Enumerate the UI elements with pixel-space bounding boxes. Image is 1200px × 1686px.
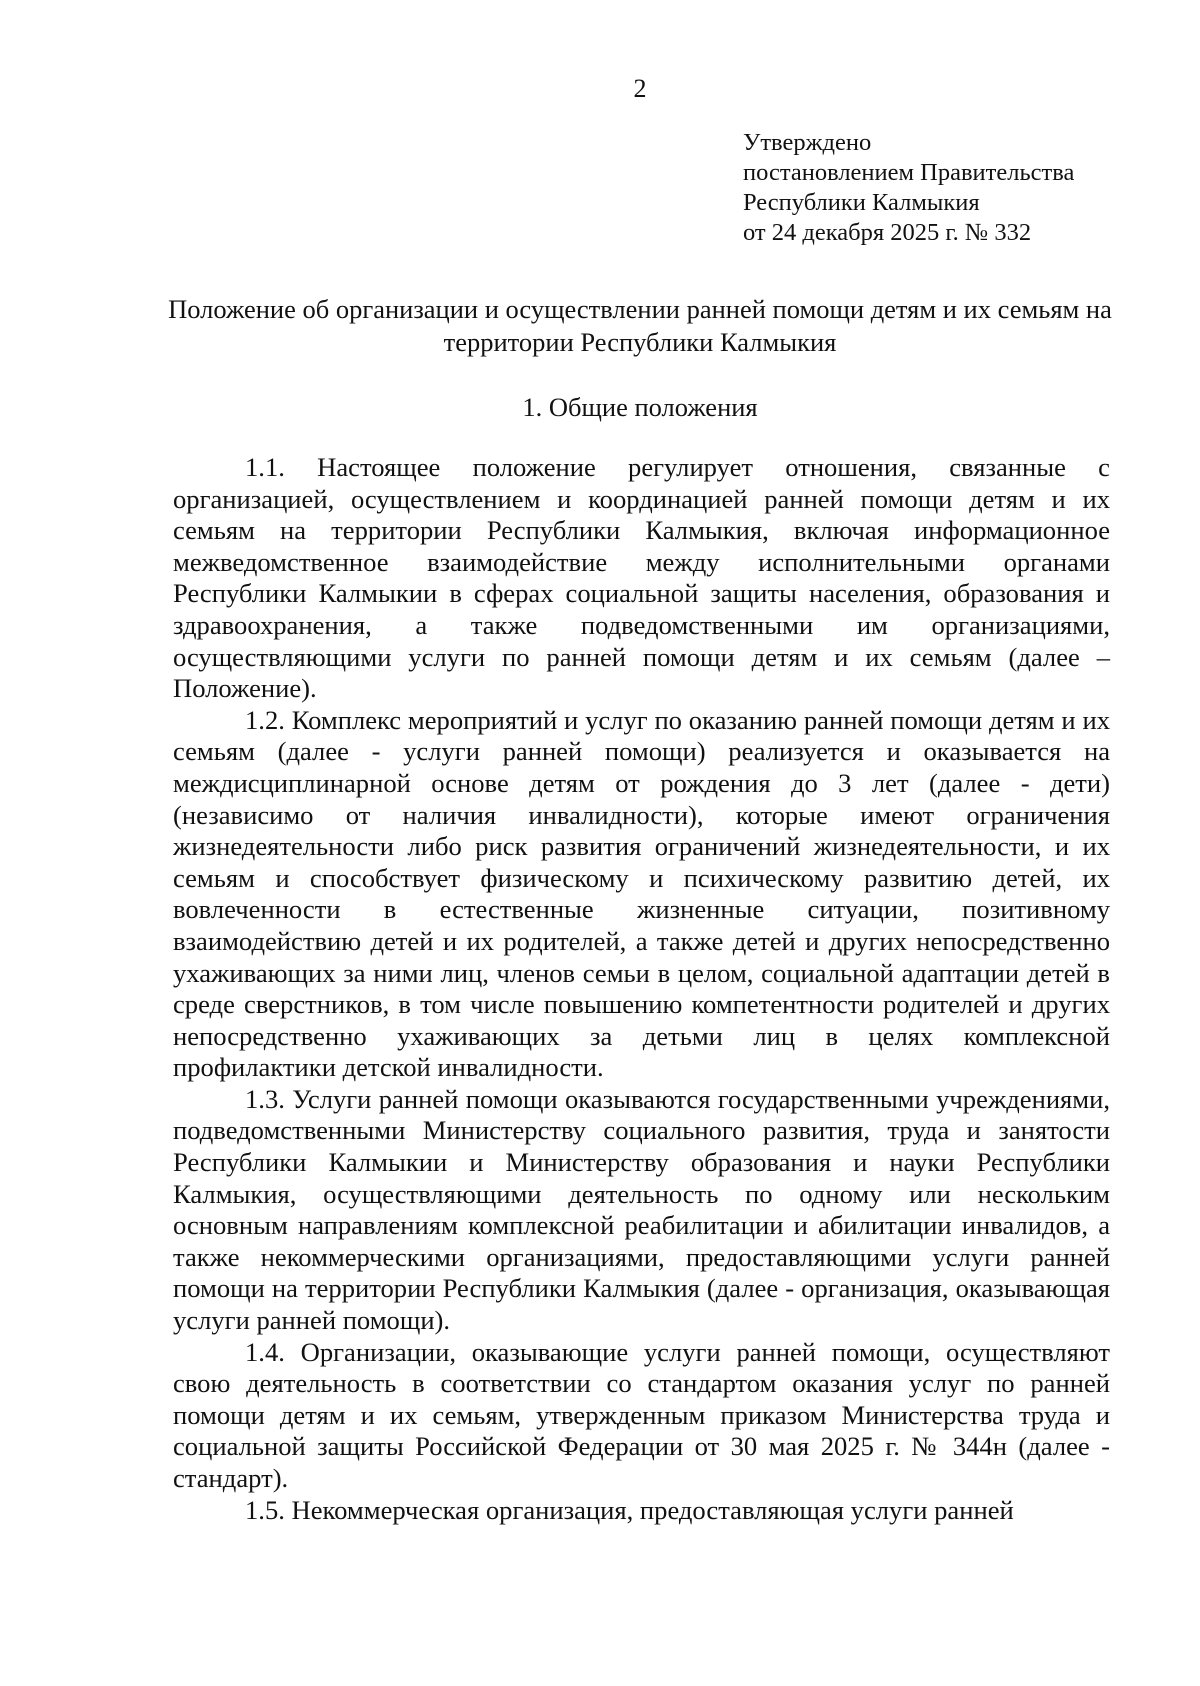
approval-line: Республики Калмыкия [743,189,980,216]
paragraph-1-5: 1.5. Некоммерческая организация, предоставляющая услуги ранней [245,1494,1014,1525]
approval-stamp [743,128,1074,248]
approval-line: Утверждено [743,129,872,156]
paragraph-1-2: 1.2. Комплекс мероприятий и услуг по оказанию ранней помощи детям и их семьям (далее - услуги ранней помощи) реализуется и оказывается на междисциплинарной основе детям от рождения до 3 лет (далее - дети) (независимо от наличия инвалидности), которые имеют ограничения жизнедеятельности либо риск развития ограничений жизнедеятельности, и их семьям и способствует физическому и психическому развитию детей, их вовлеченности в естественные жизненные ситуации, позитивному взаимодействию детей и их родителей, а также детей и других непосредственно ухаживающих за ними лиц, членов семьи в целом, социальной адаптации детей в среде сверстников, в том числе повышению компетентности родителей и других непосредственно ухаживающих за детьми лиц в целях комплексной профилактики детской инвалидности. [173,704,1110,1083]
page-number: 2 [633,74,647,103]
paragraph-1-4: 1.4. Организации, оказывающие услуги ранней помощи, осуществляют свою деятельность в соответствии со стандартом оказания услуг по ранней помощи детям и их семьям, утвержденным приказом Министерства труда и социальной защиты Российской Федерации от 30 мая 2025 г. № 344н (далее - стандарт). [173,1336,1110,1493]
section-heading: 1. Общие положения [522,392,758,422]
approval-line: постановлением Правительства [743,159,1075,186]
paragraph-1-3: 1.3. Услуги ранней помощи оказываются государственными учреждениями, подведомственными Министерству социального развития, труда и занятости Республики Калмыкии и Министерству образования и науки Республики Калмыкия, осуществляющими деятельность по одному или нескольким основным направлениям комплексной реабилитации и абилитации инвалидов, а также некоммерческими организациями, предоставляющими услуги ранней помощи на территории Республики Калмыкия (далее - организация, оказывающая услуги ранней помощи). [173,1083,1110,1336]
document-body [173,452,1110,1526]
approval-line: от 24 декабря 2025 г. № 332 [743,219,1032,246]
document-title: Положение об организации и осуществлении ранней помощи детям и их семьям на территории Республики Калмыкия [168,294,1112,357]
paragraph-1-1: 1.1. Настоящее положение регулирует отношения, связанные с организацией, осуществлением и координацией ранней помощи детям и их семьям на территории Республики Калмыкия, включая информационное межведомственное взаимодействие между исполнительными органами Республики Калмыкии в сферах социальной защиты населения, образования и здравоохранения, а также подведомственными им организациями, осуществляющими услуги по ранней помощи детям и их семьям (далее – Положение). [173,452,1110,704]
